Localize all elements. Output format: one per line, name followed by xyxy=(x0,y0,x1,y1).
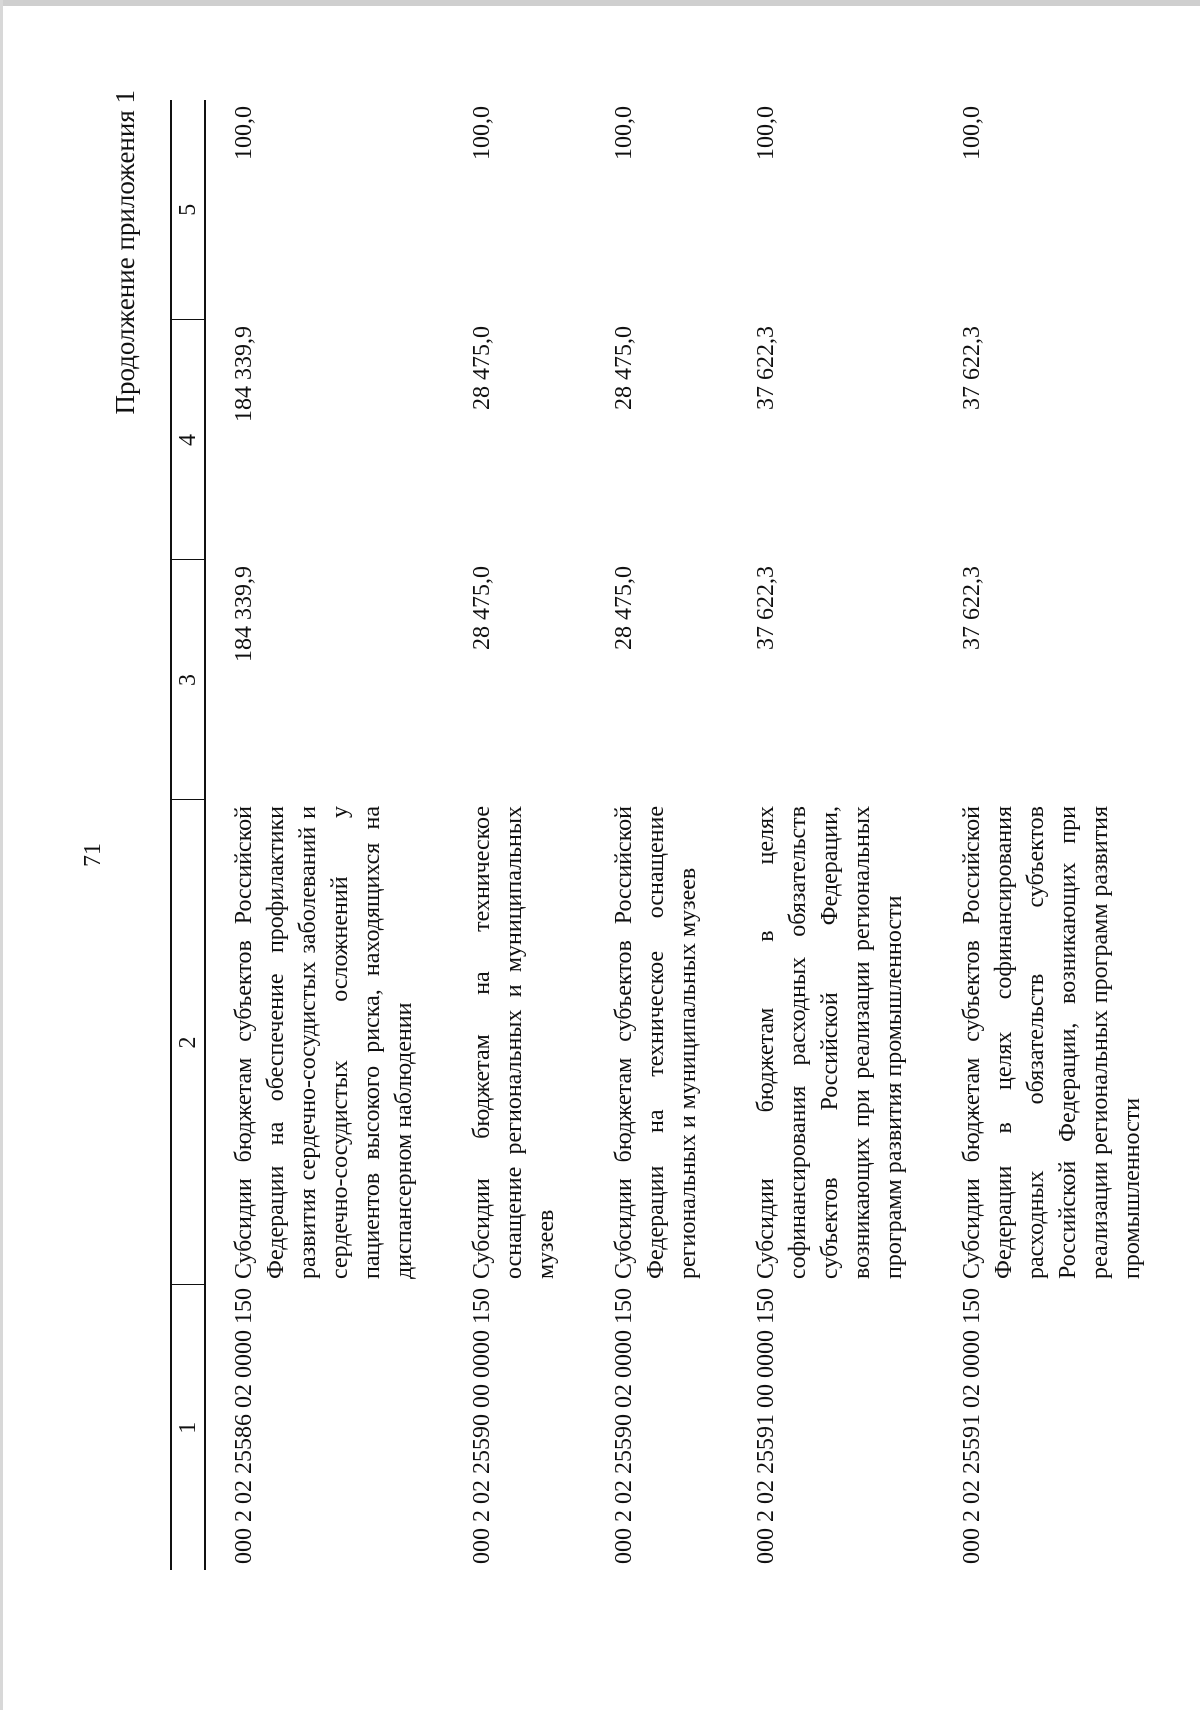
page-number: 71 xyxy=(80,843,106,867)
row-col4-value: 184 339,9 xyxy=(231,326,257,422)
row-col3-value: 28 475,0 xyxy=(469,566,495,650)
table-row xyxy=(444,100,586,1570)
row-col4-value: 37 622,3 xyxy=(959,326,985,410)
header-col-3: 3 xyxy=(171,560,205,800)
table-row xyxy=(934,100,1172,1570)
row-description: Субсидии бюджетам субъектов Российской Федерации в целях софинансирования расходных обязательств субъектов Российской Федерации, возникающих при реализации региональных программ развития промышленности xyxy=(959,806,1145,1279)
header-col-5: 5 xyxy=(171,100,205,320)
row-col5-value: 100,0 xyxy=(611,106,637,160)
table-row xyxy=(586,100,728,1570)
row-col3-value: 37 622,3 xyxy=(959,566,985,650)
row-code: 000 2 02 25591 02 0000 150 xyxy=(959,1288,985,1564)
table-row xyxy=(728,100,934,1570)
row-description: Субсидии бюджетам на техническое оснащение региональных и муниципальных музеев xyxy=(469,806,559,1279)
row-col5-value: 100,0 xyxy=(469,106,495,160)
row-col3-value: 184 339,9 xyxy=(231,566,257,662)
row-col5-value: 100,0 xyxy=(959,106,985,160)
row-description: Субсидии бюджетам в целях софинансирования расходных обязательств субъектов Российской Федерации, возникающих при реализации региональных программ развития промышленности xyxy=(753,806,907,1279)
row-description: Субсидии бюджетам субъектов Российской Федерации на техническое оснащение региональных и муниципальных музеев xyxy=(611,806,701,1279)
header-col-4: 4 xyxy=(171,320,205,560)
row-col4-value: 28 475,0 xyxy=(611,326,637,410)
header-row xyxy=(171,100,205,1570)
table-row xyxy=(205,100,444,1570)
row-col3-value: 37 622,3 xyxy=(753,566,779,650)
row-col4-value: 37 622,3 xyxy=(753,326,779,410)
row-col3-value: 28 475,0 xyxy=(611,566,637,650)
row-col5-value: 100,0 xyxy=(231,106,257,160)
row-col5-value: 100,0 xyxy=(753,106,779,160)
row-description: Субсидии бюджетам субъектов Российской Федерации на обеспечение профилактики развития сердечно-сосудистых заболеваний и сердечно-сосудистых осложнений у пациентов высокого риска, находящихся на диспансерном наблюдении xyxy=(231,806,417,1279)
row-col4-value: 28 475,0 xyxy=(469,326,495,410)
row-code: 000 2 02 25590 00 0000 150 xyxy=(469,1288,495,1564)
row-code: 000 2 02 25591 00 0000 150 xyxy=(753,1288,779,1564)
header-col-1: 1 xyxy=(171,1285,205,1570)
header-col-2: 2 xyxy=(171,800,205,1285)
continuation-label: Продолжение приложения 1 xyxy=(110,90,140,415)
row-code: 000 2 02 25590 02 0000 150 xyxy=(611,1288,637,1564)
row-code: 000 2 02 25586 02 0000 150 xyxy=(231,1288,257,1564)
budget-table xyxy=(170,100,1172,1570)
